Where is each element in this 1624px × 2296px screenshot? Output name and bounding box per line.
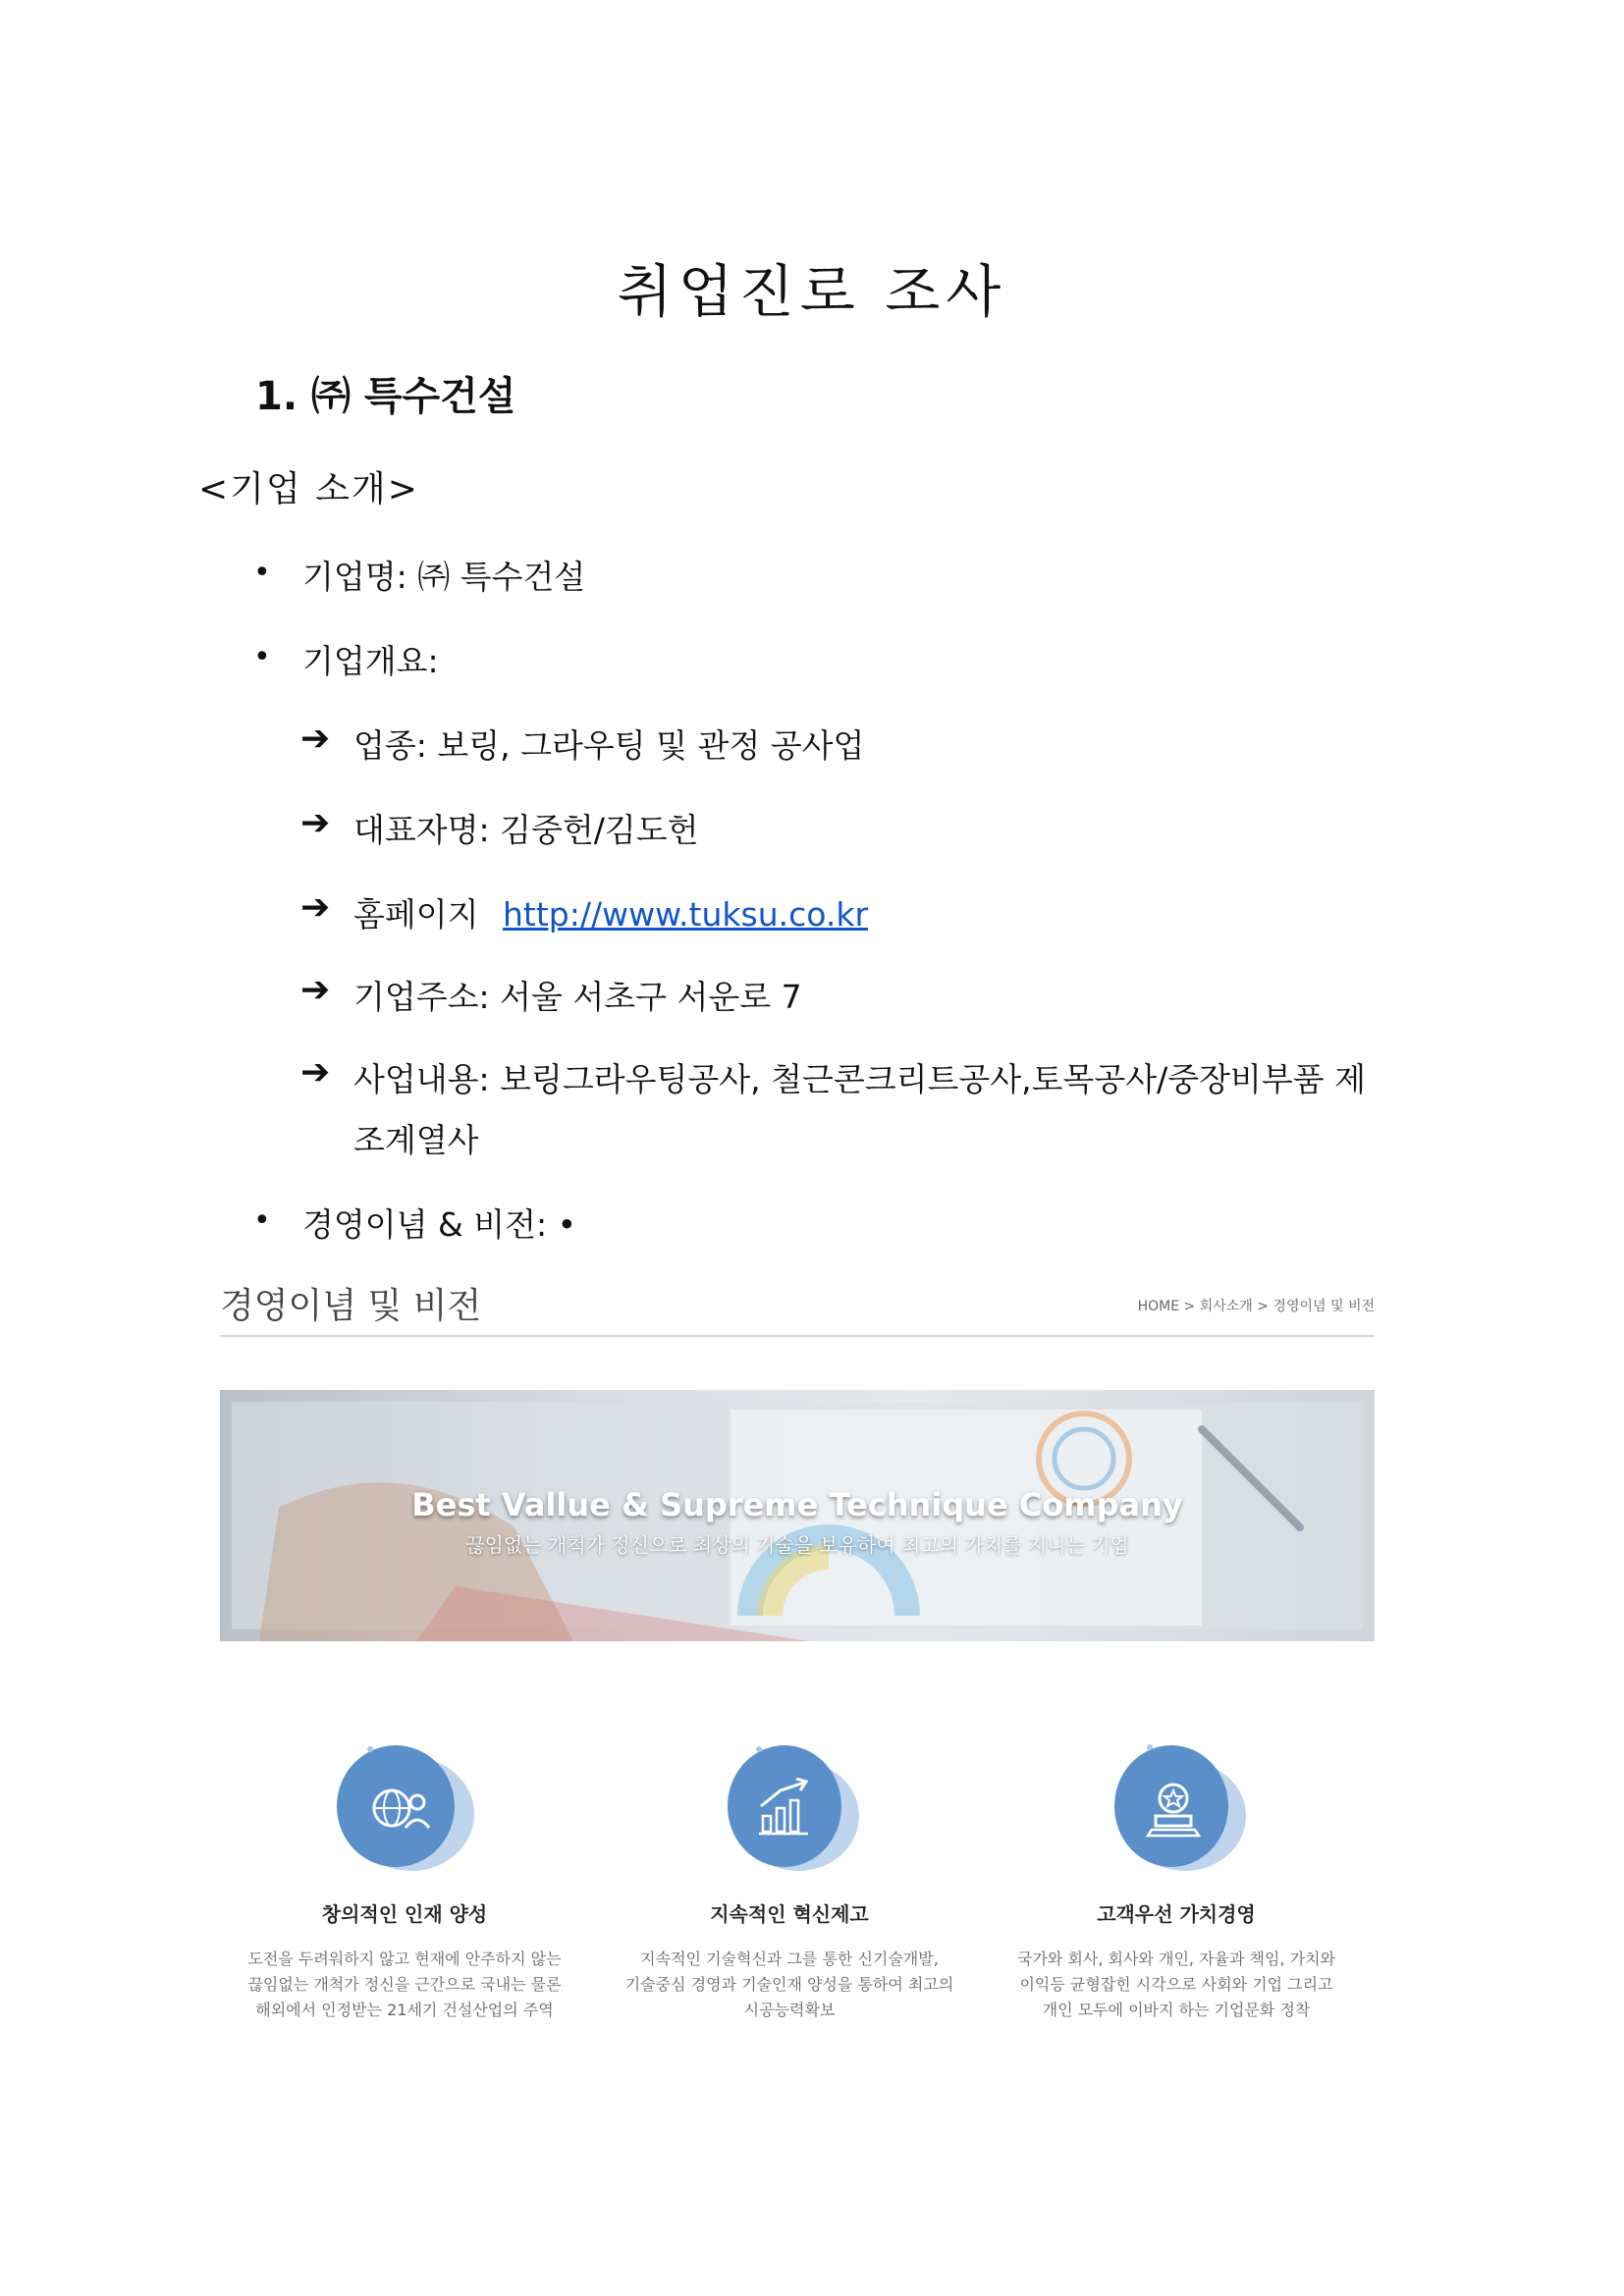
- bullet-icon: •: [253, 556, 271, 590]
- arrow-right-icon: ➔: [300, 803, 331, 843]
- feature-title: 지속적인 혁신제고: [710, 1902, 869, 1926]
- section-heading: 1. ㈜ 특수건설: [255, 374, 516, 419]
- globe-people-icon: [331, 1737, 478, 1885]
- feature-title: 창의적인 인재 양성: [321, 1902, 488, 1926]
- company-intro-heading: <기업 소개>: [198, 469, 419, 509]
- business-line: 사업내용: 보링그라우팅공사, 철근콘크리트공사,토목공사/중장비부품 제: [353, 1060, 1367, 1098]
- title-divider: [220, 1335, 1375, 1337]
- feature-card: [1000, 1737, 1353, 2023]
- feature-card: [613, 1737, 966, 2023]
- embedded-page-title: 경영이념 및 비전: [220, 1286, 482, 1326]
- company-name-line: 기업명: ㈜ 특수건설: [302, 558, 586, 596]
- embedded-web-screenshot: [220, 1266, 1375, 2052]
- banner-title: Best Vallue & Supreme Technique Company: [411, 1486, 1183, 1523]
- homepage-label: 홈페이지: [353, 895, 479, 934]
- arrow-right-icon: ➔: [300, 719, 331, 759]
- feature-description: 지속적인 기술혁신과 그를 통한 신기술개발, 기술중심 경영과 기술인재 양성을 통하여 최고의 시공능력확보: [624, 1949, 954, 2019]
- bullet-icon: •: [253, 640, 271, 674]
- banner-subtitle: 끊임없는 개척가 정신으로 최상의 기술을 보유하여 최고의 가치를 지니는 기업: [465, 1533, 1129, 1557]
- document-title: 취업진로 조사: [617, 258, 1007, 325]
- arrow-right-icon: ➔: [300, 887, 331, 928]
- arrow-right-icon: ➔: [300, 970, 331, 1010]
- overview-label: 기업개요:: [302, 642, 439, 680]
- feature-title: 고객우선 가치경영: [1097, 1902, 1256, 1926]
- award-star-icon: [1103, 1737, 1250, 1885]
- breadcrumb: HOME > 회사소개 > 경영이념 및 비전: [1137, 1299, 1375, 1314]
- vision-banner: [220, 1390, 1375, 1641]
- arrow-right-icon: ➔: [300, 1052, 331, 1093]
- industry-line: 업종: 보링, 그라우팅 및 관정 공사업: [353, 726, 865, 765]
- feature-description: 국가와 회사, 회사와 개인, 자율과 책임, 가치와 이익등 균형잡힌 시각으로 사회와 기업 그리고 개인 모두에 이바지 하는 기업문화 정착: [1017, 1949, 1335, 2019]
- feature-description: 도전을 두려워하지 않고 현재에 안주하지 않는 끊임없는 개척가 정신을 근간으로 국내는 물론 해외에서 인정받는 21세기 건설산업의 주역: [247, 1949, 562, 2019]
- bullet-icon: •: [253, 1203, 271, 1238]
- homepage-link[interactable]: http://www.tuksu.co.kr: [503, 895, 869, 934]
- homepage-line: [353, 889, 868, 935]
- address-line: 기업주소: 서울 서초구 서운로 7: [353, 978, 802, 1016]
- growth-chart-icon: [716, 1737, 863, 1885]
- ceo-line: 대표자명: 김중헌/김도헌: [353, 811, 699, 849]
- feature-card: [228, 1737, 581, 2023]
- vision-label: 경영이념 & 비전: •: [302, 1205, 577, 1244]
- business-line-continued: 조계열사: [353, 1121, 479, 1159]
